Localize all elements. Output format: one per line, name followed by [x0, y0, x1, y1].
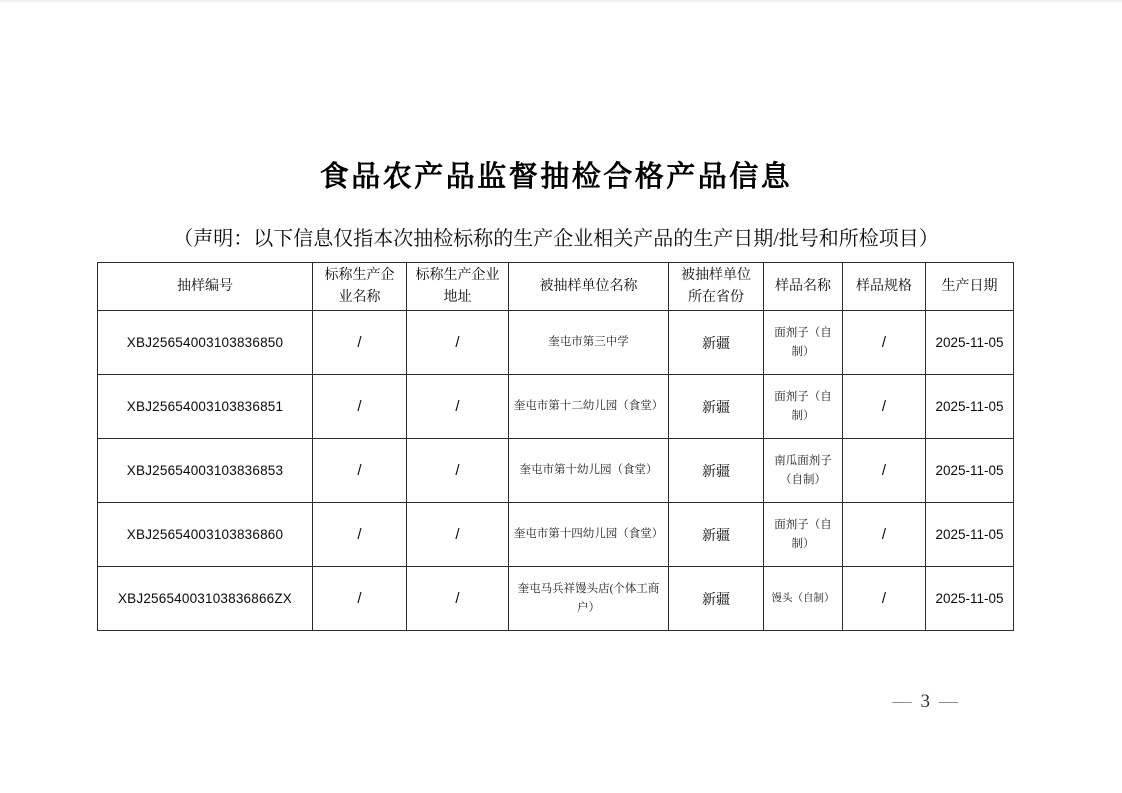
cell-producer-address: / — [407, 439, 509, 503]
table-row — [98, 311, 1014, 375]
page-subtitle: （声明：以下信息仅指本次抽检标称的生产企业相关产品的生产日期/批号和所检项目） — [173, 228, 939, 250]
cell-sample-no: XBJ25654003103836866ZX — [98, 567, 313, 631]
cell-province: 新疆 — [669, 503, 764, 567]
cell-sample-no: XBJ25654003103836853 — [98, 439, 313, 503]
cell-sample-name: 面剂子（自制） — [764, 311, 843, 375]
cell-sample-name: 面剂子（自制） — [764, 375, 843, 439]
cell-producer-address: / — [407, 567, 509, 631]
cell-sample-spec: / — [843, 567, 926, 631]
page-title: 食品农产品监督抽检合格产品信息 — [319, 161, 793, 193]
header-sample-name: 样品名称 — [764, 263, 843, 311]
cell-sampled-unit: 奎屯市第十幼儿园（食堂） — [509, 439, 669, 503]
footer-dash-left: — — [892, 691, 912, 712]
cell-sample-spec: / — [843, 503, 926, 567]
cell-sample-no: XBJ25654003103836860 — [98, 503, 313, 567]
header-producer-name: 标称生产企业名称 — [313, 263, 407, 311]
header-sample-spec: 样品规格 — [843, 263, 926, 311]
cell-province: 新疆 — [669, 439, 764, 503]
header-sample-no: 抽样编号 — [98, 263, 313, 311]
inspection-results-table — [97, 262, 1014, 631]
cell-sample-name: 馒头（自制） — [764, 567, 843, 631]
footer-dash-right: — — [939, 691, 958, 712]
header-sampled-unit: 被抽样单位名称 — [509, 263, 669, 311]
header-production-date: 生产日期 — [926, 263, 1014, 311]
table-row — [98, 375, 1014, 439]
cell-producer-name: / — [313, 503, 407, 567]
cell-producer-name: / — [313, 567, 407, 631]
page-number: 3 — [920, 691, 930, 712]
cell-production-date: 2025-11-05 — [926, 439, 1014, 503]
cell-producer-name: / — [313, 375, 407, 439]
cell-producer-address: / — [407, 503, 509, 567]
cell-province: 新疆 — [669, 375, 764, 439]
cell-province: 新疆 — [669, 567, 764, 631]
cell-sample-name: 面剂子（自制） — [764, 503, 843, 567]
cell-sampled-unit: 奎屯马兵祥馒头店(个体工商户） — [509, 567, 669, 631]
page-footer — [893, 691, 959, 713]
cell-producer-name: / — [313, 439, 407, 503]
cell-production-date: 2025-11-05 — [926, 375, 1014, 439]
cell-producer-name: / — [313, 311, 407, 375]
cell-production-date: 2025-11-05 — [926, 503, 1014, 567]
cell-sample-name: 南瓜面剂子（自制） — [764, 439, 843, 503]
table-row — [98, 567, 1014, 631]
cell-sample-spec: / — [843, 439, 926, 503]
table-header-row — [98, 263, 1014, 311]
header-producer-address: 标称生产企业地址 — [407, 263, 509, 311]
cell-province: 新疆 — [669, 311, 764, 375]
cell-producer-address: / — [407, 375, 509, 439]
cell-production-date: 2025-11-05 — [926, 567, 1014, 631]
table-row — [98, 503, 1014, 567]
cell-sampled-unit: 奎屯市第十四幼儿园（食堂） — [509, 503, 669, 567]
cell-sample-no: XBJ25654003103836851 — [98, 375, 313, 439]
document-body — [97, 0, 1015, 631]
cell-sample-spec: / — [843, 311, 926, 375]
cell-sample-spec: / — [843, 375, 926, 439]
header-province: 被抽样单位所在省份 — [669, 263, 764, 311]
cell-sample-no: XBJ25654003103836850 — [98, 311, 313, 375]
cell-production-date: 2025-11-05 — [926, 311, 1014, 375]
cell-producer-address: / — [407, 311, 509, 375]
cell-sampled-unit: 奎屯市第三中学 — [509, 311, 669, 375]
cell-sampled-unit: 奎屯市第十二幼儿园（食堂） — [509, 375, 669, 439]
table-row — [98, 439, 1014, 503]
